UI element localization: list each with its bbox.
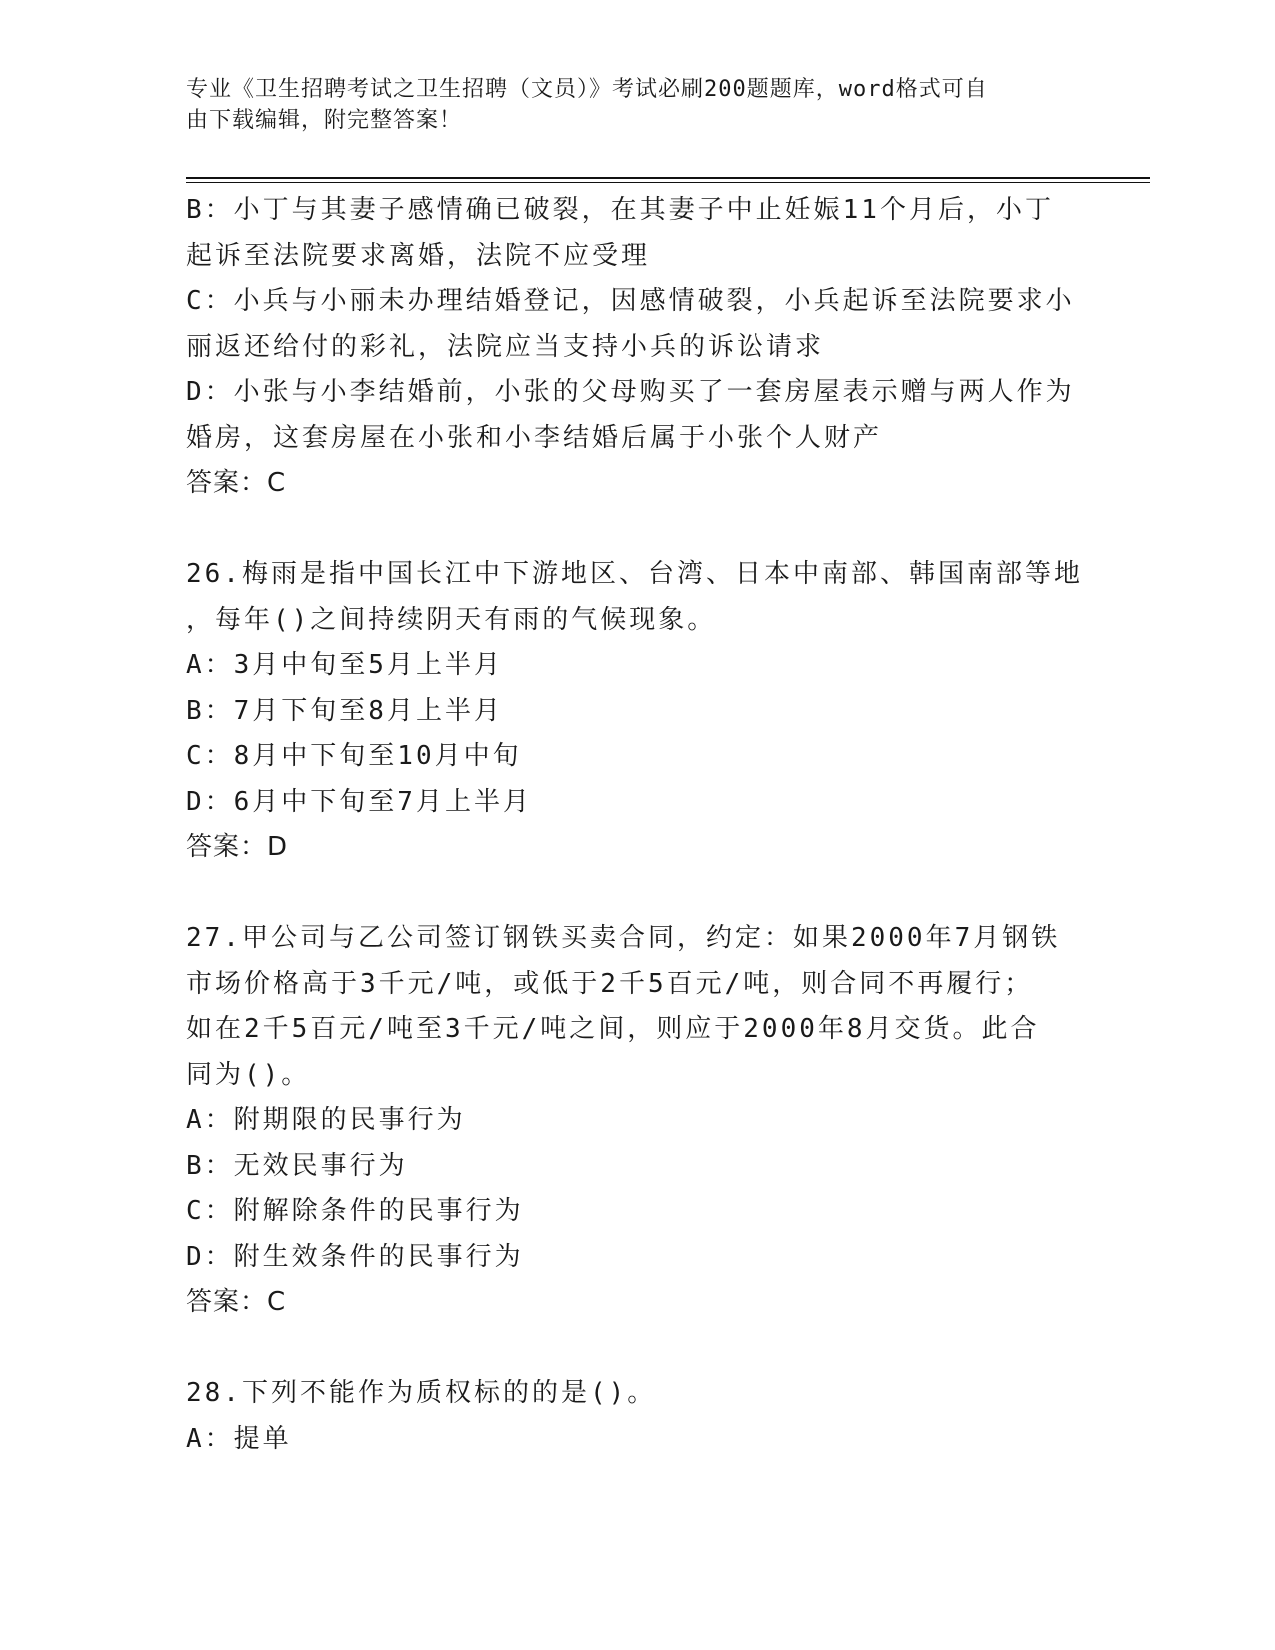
- answer: 答案：D: [186, 832, 289, 862]
- option-b-cont: 起诉至法院要求离婚，法院不应受理: [186, 240, 651, 271]
- question-stem-cont: 市场价格高于3千元/吨，或低于2千5百元/吨，则合同不再履行；: [186, 968, 1034, 999]
- question-stem-cont: 如在2千5百元/吨至3千元/吨之间，则应于2000年8月交货。此合: [186, 1014, 1040, 1044]
- option-c: C：附解除条件的民事行为: [186, 1196, 524, 1226]
- option-c: C：小兵与小丽未办理结婚登记，因感情破裂，小兵起诉至法院要求小: [186, 286, 1075, 316]
- question-25: [186, 188, 1075, 507]
- option-d-cont: 婚房，这套房屋在小张和小李结婚后属于小张个人财产: [186, 422, 883, 453]
- option-d: D：6月中下旬至7月上半月: [186, 786, 532, 817]
- option-a: A：附期限的民事行为: [186, 1105, 466, 1135]
- question-stem: 27.甲公司与乙公司签订钢铁买卖合同，约定：如果2000年7月钢铁: [186, 923, 1061, 953]
- option-c: C：8月中下旬至10月中旬: [186, 741, 522, 771]
- document-header: [186, 74, 1066, 136]
- header-divider-thin: [186, 182, 1150, 183]
- spacer: [186, 507, 1066, 553]
- question-stem: 26.梅雨是指中国长江中下游地区、台湾、日本中南部、韩国南部等地: [186, 559, 1083, 589]
- header-divider: [186, 177, 1150, 179]
- option-a: A：提单: [186, 1423, 292, 1454]
- answer: 答案：C: [186, 468, 287, 498]
- option-b: B：无效民事行为: [186, 1150, 408, 1181]
- question-stem: 28.下列不能作为质权标的的是()。: [186, 1378, 657, 1408]
- spacer: [186, 1326, 1066, 1372]
- document-body: [186, 188, 1083, 1462]
- header-line: 由下载编辑，附完整答案！: [186, 108, 463, 133]
- option-d: D：小张与小李结婚前，小张的父母购买了一套房屋表示赠与两人作为: [186, 377, 1075, 407]
- question-28: [186, 1371, 1066, 1462]
- option-b: B：小丁与其妻子感情确已破裂，在其妻子中止妊娠11个月后，小丁: [186, 195, 1054, 225]
- question-stem-cont: 同为()。: [186, 1059, 311, 1090]
- option-c-cont: 丽返还给付的彩礼，法院应当支持小兵的诉讼请求: [186, 331, 825, 362]
- option-b: B：7月下旬至8月上半月: [186, 695, 503, 726]
- option-d: D：附生效条件的民事行为: [186, 1241, 524, 1272]
- question-26: [186, 552, 1083, 871]
- header-line: 专业《卫生招聘考试之卫生招聘（文员）》考试必刷200题题库，word格式可自: [186, 77, 988, 102]
- question-stem-cont: ，每年()之间持续阴天有雨的气候现象。: [186, 604, 717, 635]
- question-27: [186, 916, 1066, 1326]
- answer: 答案：C: [186, 1287, 287, 1317]
- option-a: A：3月中旬至5月上半月: [186, 650, 503, 680]
- spacer: [186, 871, 1066, 917]
